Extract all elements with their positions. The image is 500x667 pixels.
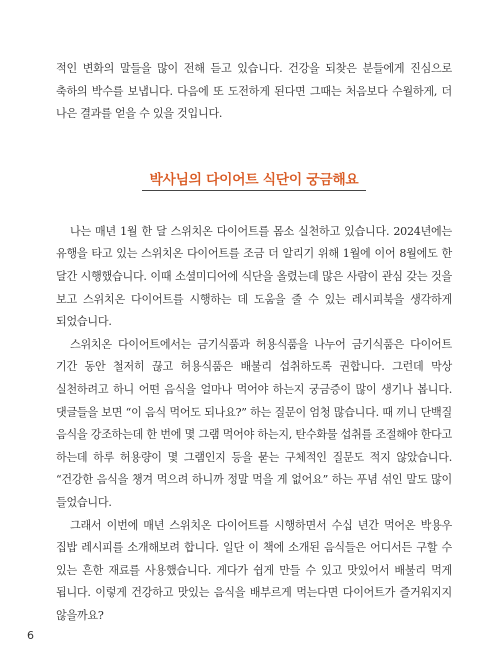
body-paragraph-2: 스위치온 다이어트에서는 금기식품과 허용식품을 나누어 금기식품은 다이어트 기간 동안 철저히 끊고 허용식품은 배불리 섭취하도록 권합니다. 그런데 막상 실천하려고 하니 어떤 음식을 얼마나 먹어야 하는지 궁금증이 많이 생기나 봅니다. 댓글들을 보면 “이 음식 먹어도 되나요?” 하는 질문이 엄청 많습니다. 때 끼니 단백질 음식을 강조하는데 한 번에 몇 그램 먹어야 하는지, 탄수화물 섭취를 조절해야 한다고 하는데 하루 허용량이 몇 그램인지 등을 묻는 구체적인 질문도 적지 않았습니다. “건강한 음식을 챙겨 먹으려 하니까 정말 먹을 게 없어요” 하는 푸념 섞인 말도 많이 들었습니다. [56, 337, 452, 509]
section-heading: 박사님의 다이어트 식단이 궁금해요 [142, 171, 367, 191]
page-number: 6 [27, 629, 34, 642]
page-body [56, 58, 452, 627]
body-paragraph-1: 나는 매년 1월 한 달 스위치온 다이어트를 몸소 실천하고 있습니다. 2024년에는 유행을 타고 있는 스위치온 다이어트를 조금 더 알리기 위해 1월에 이어 8월에도 한 달간 시행했습니다. 이때 소셜미디어에 식단을 올렸는데 많은 사람이 관심 갖는 것을 보고 스위치온 다이어트를 시행하는 데 도움을 줄 수 있는 레시피북을 생각하게 되었습니다. [56, 224, 452, 329]
intro-paragraph: 적인 변화의 말들을 많이 전해 듣고 있습니다. 건강을 되찾은 분들에게 진심으로 축하의 박수를 보냅니다. 다음에 또 도전하게 된다면 그때는 처음보다 수월하게, 더 나은 결과를 얻을 수 있을 것입니다. [56, 62, 452, 121]
section-heading-wrap [56, 171, 452, 191]
body-paragraph-3: 그래서 이번에 매년 스위치온 다이어트를 시행하면서 수십 년간 먹어온 박용우 집밥 레시피를 소개해보려 합니다. 일단 이 책에 소개된 음식들은 어디서든 구할 수 있는 흔한 재료를 사용했습니다. 게다가 쉽게 만들 수 있고 맛있어서 배불리 먹게 됩니다. 이렇게 건강하고 맛있는 음식을 배부르게 먹는다면 다이어트가 즐거워지지 않을까요? [56, 518, 452, 622]
